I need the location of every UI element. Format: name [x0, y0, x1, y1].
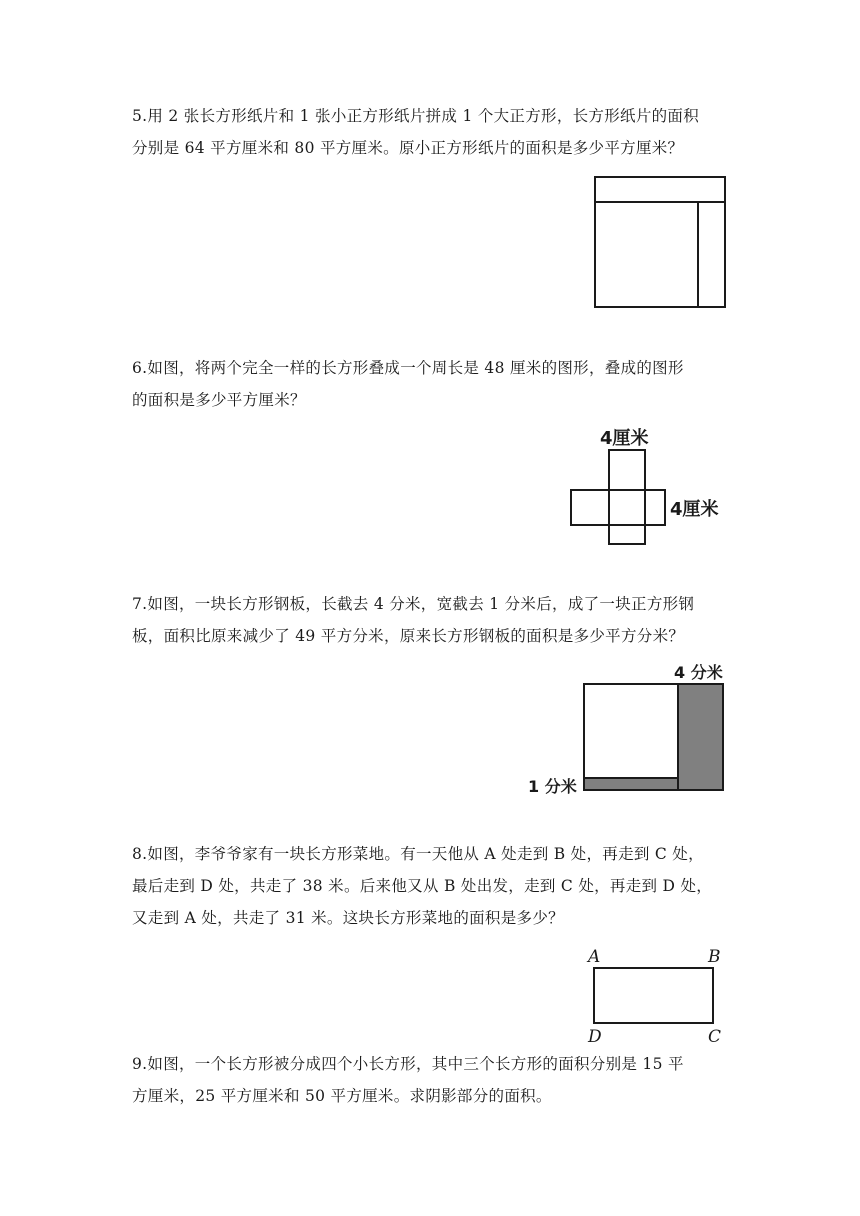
question-6-line-1: 6.如图，将两个完全一样的长方形叠成一个周长是 48 厘米的图形，叠成的图形: [132, 359, 684, 377]
label-right: 4厘米: [670, 499, 719, 520]
question-6-text: [132, 352, 732, 416]
corner-label-a: A: [588, 947, 601, 967]
corner-label-b: B: [708, 947, 721, 967]
question-7-figure: [520, 656, 735, 801]
vegetable-field: [594, 968, 713, 1023]
corner-label-d: D: [588, 1027, 602, 1047]
question-8-figure: [580, 942, 730, 1048]
question-8-text: [132, 838, 732, 934]
shaded-strip-right: [678, 684, 723, 790]
question-9-text: [132, 1048, 732, 1112]
big-square: [595, 177, 725, 307]
question-5-line-2: 分别是 64 平方厘米和 80 平方厘米。原小正方形纸片的面积是多少平方厘米？: [132, 139, 684, 157]
question-7-line-2: 板，面积比原来减少了 49 平方分米，原来长方形钢板的面积是多少平方分米？: [132, 627, 685, 645]
corner-label-c: C: [708, 1027, 722, 1047]
shaded-strip-bottom: [584, 778, 678, 790]
question-7-line-1: 7.如图，一块长方形钢板，长截去 4 分米，宽截去 1 分米后，成了一块正方形钢: [132, 595, 695, 613]
question-5-line-1: 5.用 2 张长方形纸片和 1 张小正方形纸片拼成 1 个大正方形，长方形纸片的面积: [132, 107, 700, 125]
question-7-text: [132, 588, 732, 652]
label-top: 4厘米: [600, 428, 649, 449]
question-8-line-3: 又走到 A 处，共走了 31 米。这块长方形菜地的面积是多少？: [132, 909, 564, 927]
question-5-text: [132, 100, 732, 164]
question-6-figure: [560, 422, 740, 552]
question-9-line-2: 方厘米，25 平方厘米和 50 平方厘米。求阴影部分的面积。: [132, 1087, 552, 1105]
question-8-line-2: 最后走到 D 处，共走了 38 米。后来他又从 B 处出发，走到 C 处，再走到 D 处，: [132, 877, 713, 895]
question-9-line-1: 9.如图，一个长方形被分成四个小长方形，其中三个长方形的面积分别是 15 平: [132, 1055, 684, 1073]
label-top: 4 分米: [674, 663, 723, 682]
question-6-line-2: 的面积是多少平方厘米？: [132, 391, 306, 409]
label-left: 1 分米: [528, 777, 577, 796]
question-5-figure: [590, 172, 730, 312]
question-8-line-1: 8.如图，李爷爷家有一块长方形菜地。有一天他从 A 处走到 B 处，再走到 C 处，: [132, 845, 704, 863]
